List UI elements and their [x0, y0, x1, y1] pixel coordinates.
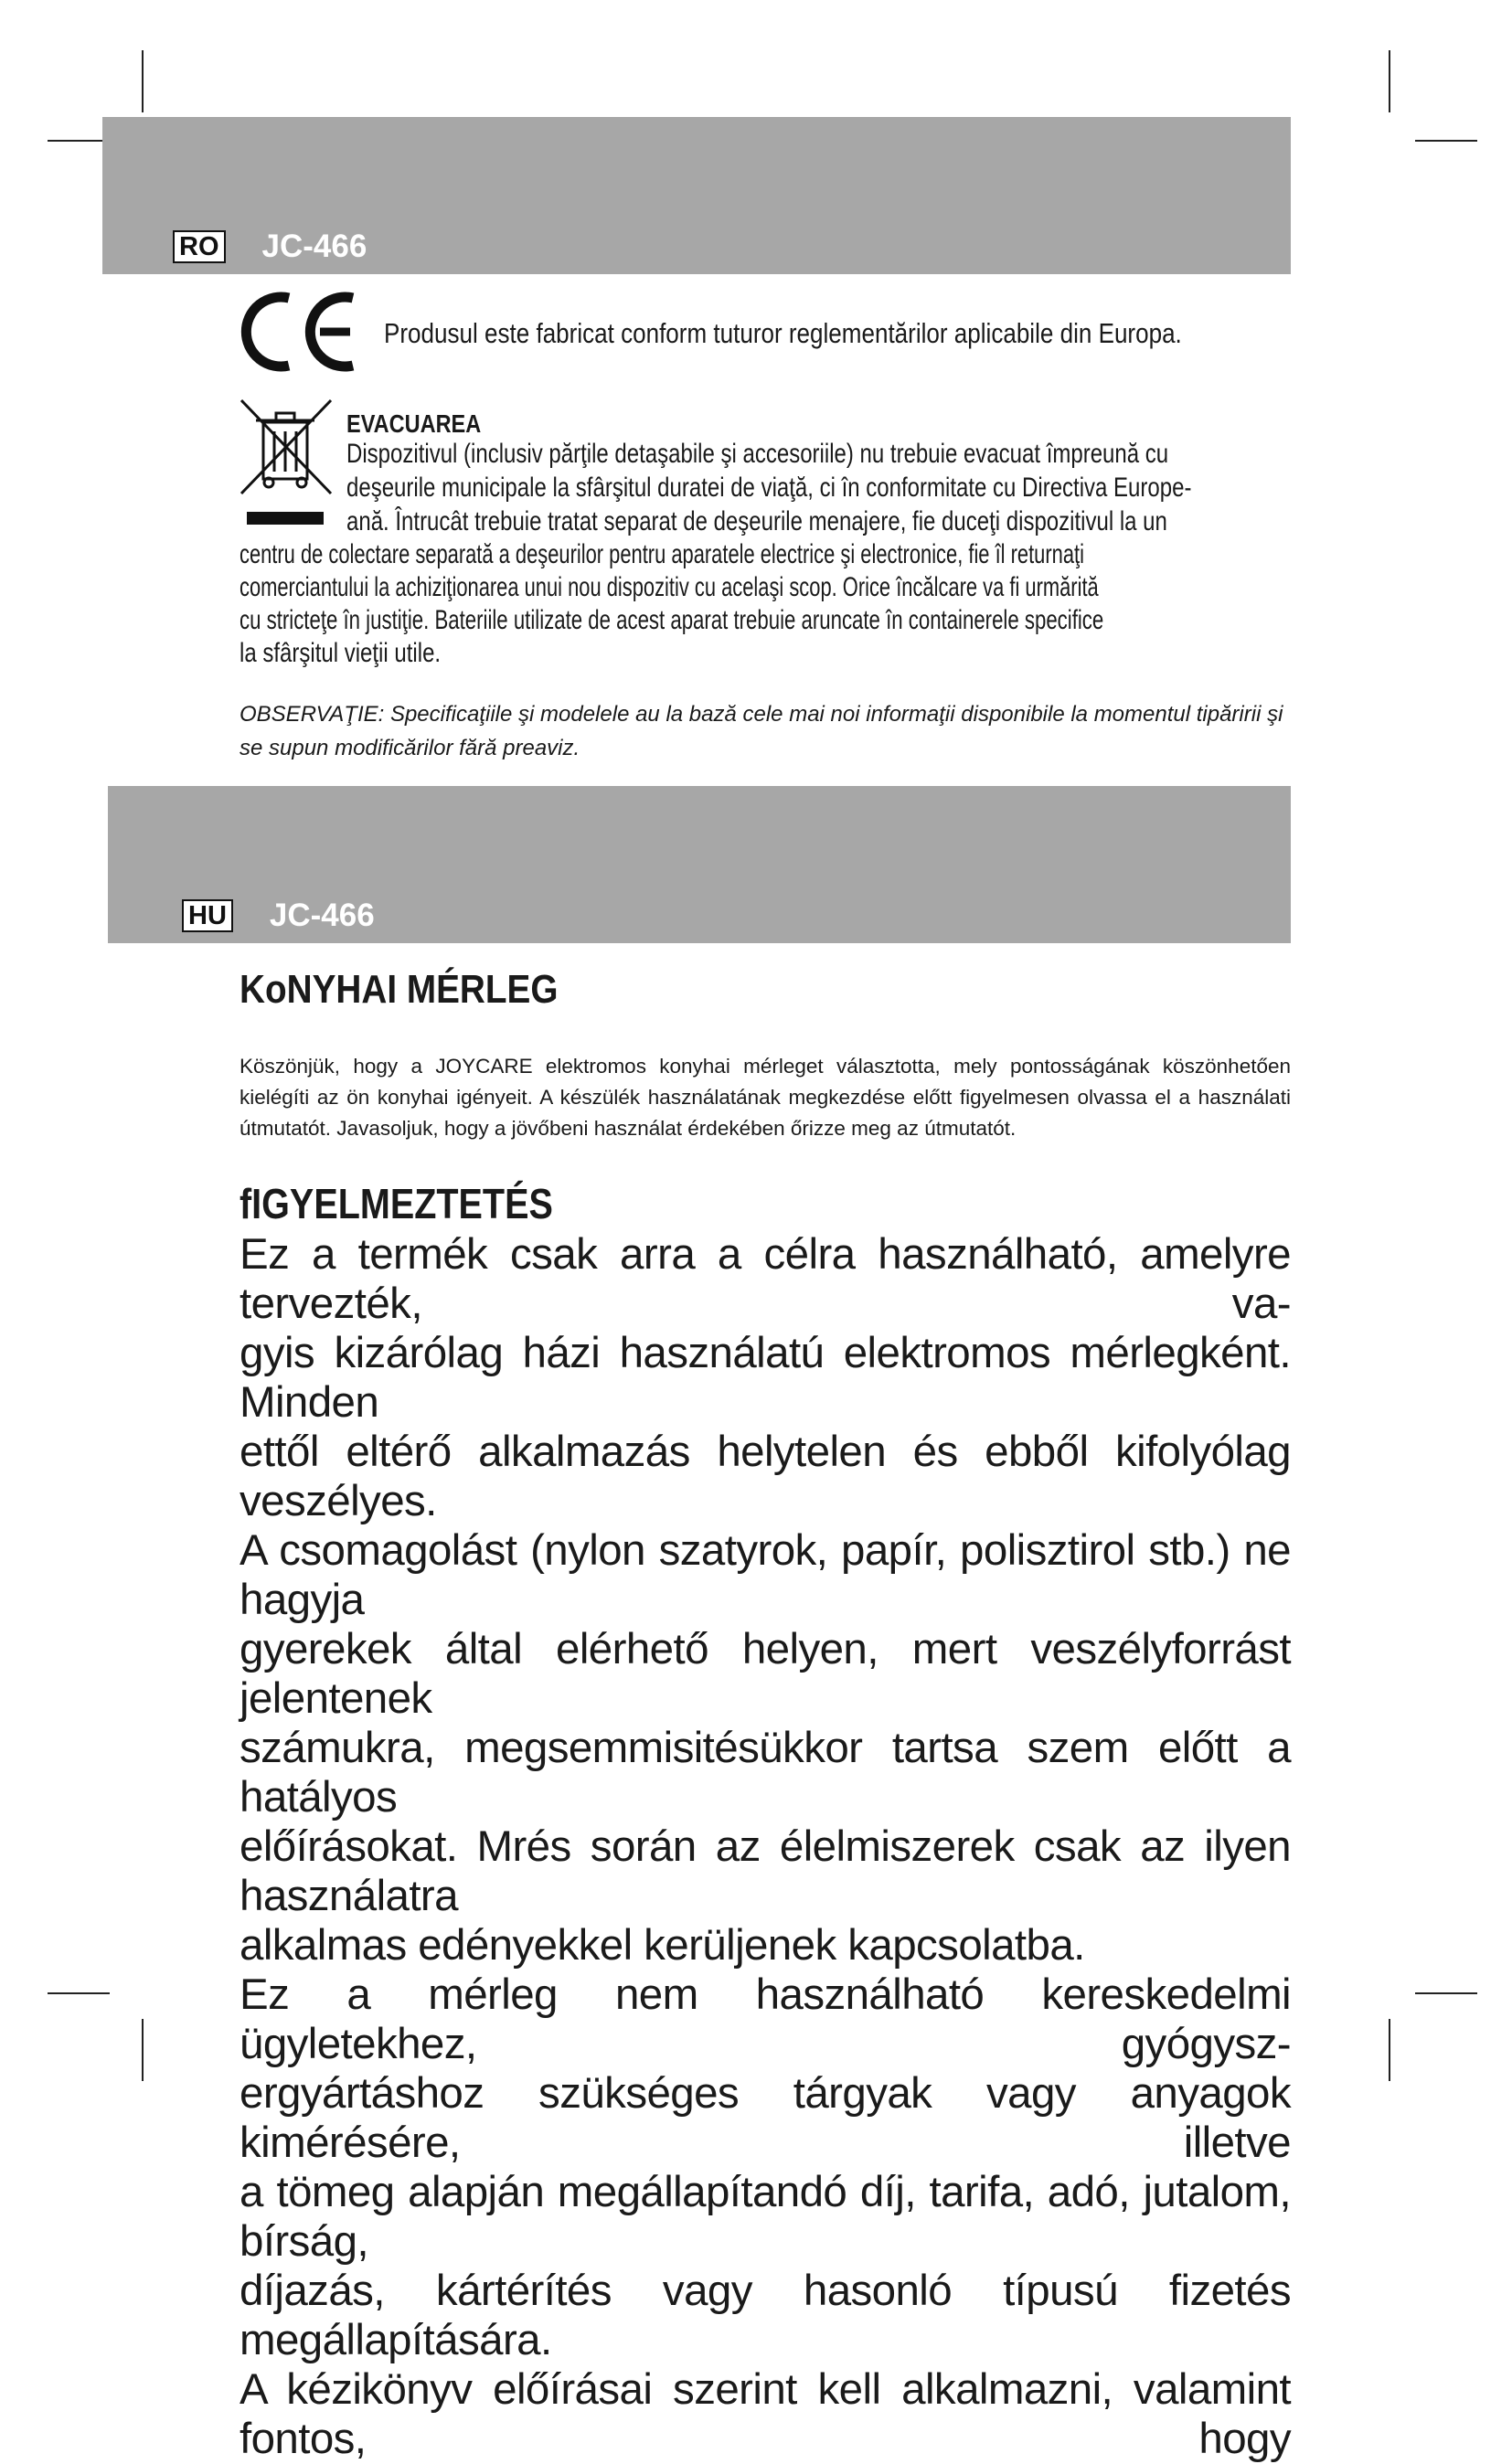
- disposal-line: centru de colectare separată a deşeurilor pentru aparatele electrice şi electronice, fie îl returnaţi: [240, 539, 1084, 569]
- warning-line: számukra, megsemmisitésükkor tartsa szem előtt a hatályos: [240, 1724, 1291, 1821]
- warning-line: a tömeg alapján megállapítandó díj, tarifa, adó, jutalom, bírság,: [240, 2168, 1291, 2266]
- ro-header: [173, 228, 367, 265]
- lang-code-badge: RO: [173, 230, 226, 263]
- model-number: JC-466: [269, 897, 375, 933]
- hu-warning-body: [240, 1230, 1291, 2464]
- warning-line: alkalmas edényekkel kerüljenek kapcsolatba.: [240, 1921, 1085, 1970]
- warning-line: gyerekek által elérhető helyen, mert veszélyforrást jelentenek: [240, 1625, 1291, 1723]
- crop-mark: [1415, 1992, 1477, 1994]
- warning-line: gyis kizárólag házi használatú elektromos mérlegként. Minden: [240, 1329, 1291, 1427]
- crop-mark: [48, 140, 110, 142]
- ro-note: OBSERVAŢIE: Specificaţiile şi modelele au la bază cele mai noi informaţii disponibile la momentul tipăririi şi se supun modificărilor fără preaviz.: [240, 702, 1283, 760]
- crossed-bin-icon: [236, 395, 336, 546]
- model-number: JC-466: [261, 228, 367, 264]
- crop-mark: [1415, 140, 1477, 142]
- warning-line: A kézikönyv előírásai szerint kell alkalmazni, valamint fontos, hogy: [240, 2365, 1291, 2463]
- disposal-line: cu stricteţe în justiţie. Bateriile utilizate de acest aparat trebuie aruncate în containerele specifice: [240, 605, 1104, 635]
- warning-line: ettől eltérő alkalmazás helytelen és ebből kifolyólag veszélyes.: [240, 1428, 1291, 1525]
- crop-mark: [142, 50, 144, 112]
- hu-header: [182, 897, 375, 934]
- lang-code-badge: HU: [182, 899, 233, 932]
- disposal-line: ană. Întrucât trebuie tratat separat de deşeurile menajere, fie duceţi dispozitivul la un: [346, 506, 1167, 536]
- disposal-line: comerciantului la achiziţionarea unui nou dispozitiv cu acelaşi scop. Orice încălcare va fi urmărită: [240, 572, 1099, 602]
- hu-title: KoNYHAI MÉRLEG: [240, 967, 559, 1012]
- hu-intro: Köszönjük, hogy a JOYCARE elektromos konyhai mérleget választotta, mely pontosságának köszönhetően kielégíti az ön konyhai igényeit. A készülék használatának megkezdése előtt figyelmesen olvassa el a használati útmutatót. Javasoljuk, hogy a jövőbeni használat érdekében őrizze meg az útmutatót.: [240, 1055, 1291, 1140]
- disposal-title: EVACUAREA: [346, 409, 482, 438]
- warning-line: Ez a termék csak arra a célra használható, amelyre tervezték, va-: [240, 1230, 1291, 1328]
- warning-line: Ez a mérleg nem használható kereskedelmi ügyletekhez, gyógysz-: [240, 1970, 1291, 2068]
- warning-line: ergyártáshoz szükséges tárgyak vagy anyagok kimérésére, illetve: [240, 2069, 1291, 2167]
- ce-statement: Produsul este fabricat conform tuturor reglementărilor aplicabile din Europa.: [384, 317, 1182, 349]
- disposal-line: deşeurile municipale la sfârşitul duratei de viaţă, ci în conformitate cu Directiva Europe-: [346, 473, 1192, 503]
- warning-line: előírásokat. Mrés során az élelmiszerek csak az ilyen használatra: [240, 1822, 1291, 1920]
- warning-line: díjazás, kártérítés vagy hasonló típusú fizetés megállapítására.: [240, 2267, 1291, 2364]
- disposal-line: Dispozitivul (inclusiv părţile detaşabile şi accesoriile) nu trebuie evacuat împreună cu: [346, 439, 1169, 469]
- ce-mark-icon: [236, 291, 359, 377]
- warning-line: A csomagolást (nylon szatyrok, papír, polisztirol stb.) ne hagyja: [240, 1526, 1291, 1624]
- crop-mark: [1389, 50, 1390, 112]
- crop-mark: [48, 1992, 110, 1994]
- hu-warning-title: fIGYELMEZTETÉS: [240, 1180, 553, 1227]
- crop-mark: [1389, 2019, 1390, 2081]
- disposal-line: la sfârşitul vieţii utile.: [240, 638, 442, 668]
- crop-mark: [142, 2019, 144, 2081]
